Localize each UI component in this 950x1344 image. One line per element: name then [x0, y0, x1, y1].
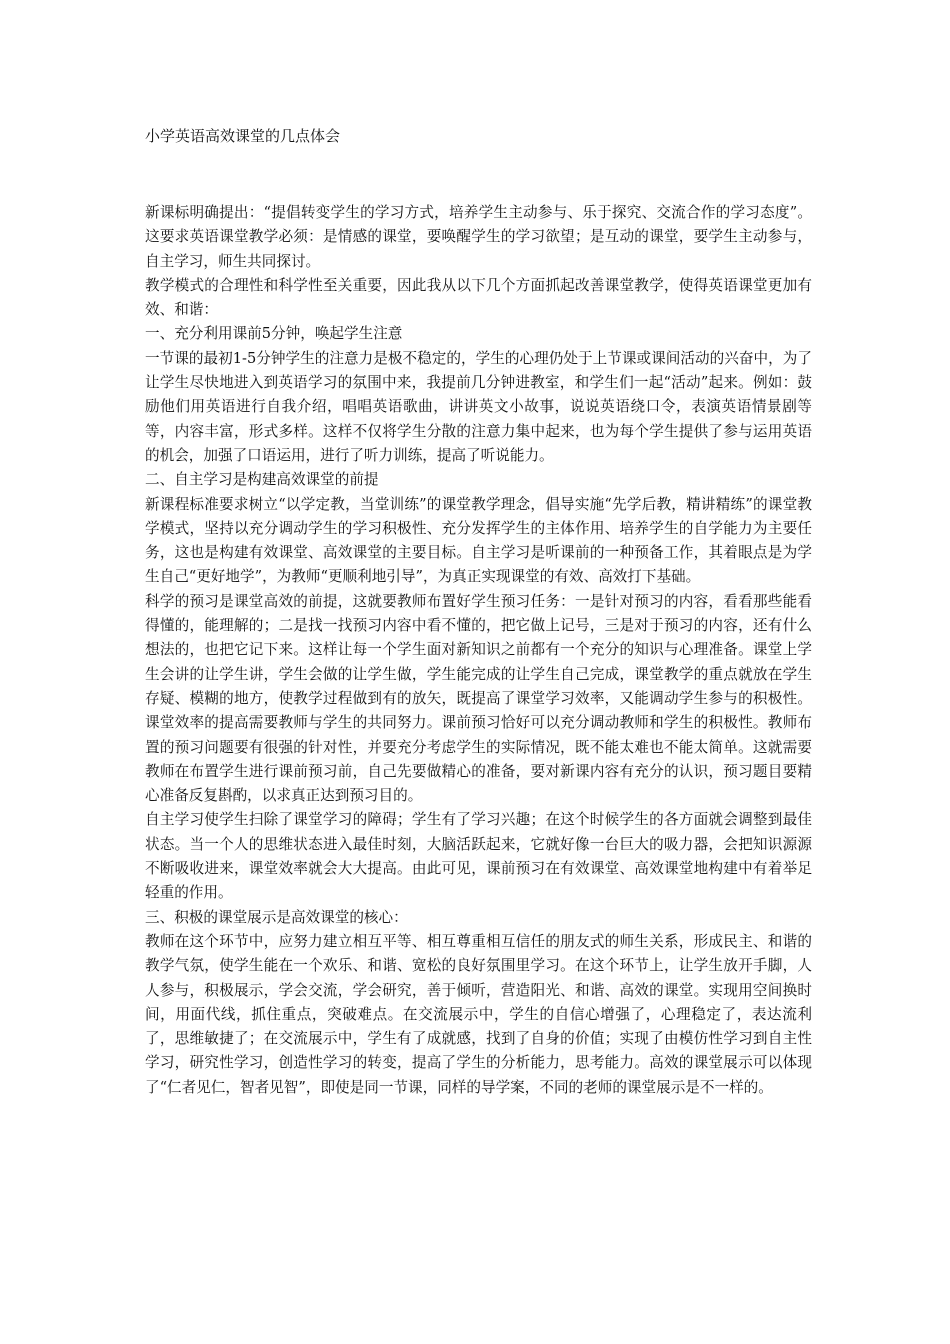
paragraph-section-3: 教师在这个环节中，应努力建立相互平等、相互尊重相互信任的朋友式的师生关系，形成民主、和谐的教学气氛，使学生能在一个欢乐、和谐、宽松的良好氛围里学习。在这个环节上，让学生放开手脚，人人参与，积极展示，学会交流，学会研究，善于倾听，营造阳光、和谐、高效的课堂。实现用空间换时间，用面代线，抓住重点，突破难点。在交流展示中，学生的自信心增强了，心理稳定了，表达流利了，思维敏捷了；在交流展示中，学生有了成就感，找到了自身的价值；实现了由模仿性学习到自主性学习，研究性学习，创造性学习的转变，提高了学生的分析能力，思考能力。高效的课堂展示可以体现了“仁者见仁，智者见智”，即使是同一节课，同样的导学案，不同的老师的课堂展示是不一样的。: [145, 932, 812, 1096]
paragraph-section-2-c: 自主学习使学生扫除了课堂学习的障碍；学生有了学习兴趣；在这个时候学生的各方面就会调整到最佳状态。当一个人的思维状态进入最佳时刻，大脑活跃起来，它就好像一台巨大的吸力器，会把知识源源不断吸收进来，课堂效率就会大大提高。由此可见，课前预习在有效课堂、高效课堂地构建中有着举足轻重的作用。: [145, 811, 812, 902]
document-title: 小学英语高效课堂的几点体会: [145, 127, 341, 145]
paragraph-section-2-b: 科学的预习是课堂高效的前提，这就要教师布置好学生预习任务：一是针对预习的内容，看看那些能看得懂的，能理解的；二是找一找预习内容中看不懂的，把它做上记号，三是对于预习的内容，还有什么想法的，也把它记下来。这样让每一个学生面对新知识之前都有一个充分的知识与心理准备。课堂上学生会讲的让学生讲，学生会做的让学生做，学生能完成的让学生自己完成，课堂教学的重点就放在学生存疑、模糊的地方，使教学过程做到有的放矢，既提高了课堂学习效率，又能调动学生参与的积极性。课堂效率的提高需要教师与学生的共同努力。课前预习恰好可以充分调动教师和学生的积极性。教师布置的预习问题要有很强的针对性，并要充分考虑学生的实际情况，既不能太难也不能太简单。这就需要教师在布置学生进行课前预习前，自己先要做精心的准备，要对新课内容有充分的认识，预习题目要精心准备反复斟酌，以求真正达到预习目的。: [145, 592, 812, 805]
section-heading-1: 一、充分利用课前5分钟，唤起学生注意: [145, 325, 403, 343]
document-body: [145, 201, 812, 1100]
section-heading-3: 三、积极的课堂展示是高效课堂的核心：: [145, 908, 408, 926]
paragraph-section-2-a: 新课程标准要求树立“以学定教，当堂训练”的课堂教学理念，倡导实施“先学后教，精讲精练”的课堂教学模式，坚持以充分调动学生的学习积极性、充分发挥学生的主体作用、培养学生的自学能力为主要任务，这也是构建有效课堂、高效课堂的主要目标。自主学习是听课前的一种预备工作，其着眼点是为学生自己“更好地学”，为教师“更顺利地引导”，为真正实现课堂的有效、高效打下基础。: [145, 495, 812, 586]
paragraph-intro: 新课标明确提出：“提倡转变学生的学习方式，培养学生主动参与、乐于探究、交流合作的学习态度”。这要求英语课堂教学必须：是情感的课堂，要唤醒学生的学习欲望；是互动的课堂，要学生主动参与，自主学习，师生共同探讨。: [145, 204, 812, 270]
section-heading-2: 二、自主学习是构建高效课堂的前提: [145, 471, 379, 489]
paragraph-section-1: 一节课的最初1-5分钟学生的注意力是极不稳定的，学生的心理仍处于上节课或课间活动的兴奋中，为了让学生尽快地进入到英语学习的氛围中来，我提前几分钟进教室，和学生们一起“活动”起来。例如：鼓励他们用英语进行自我介绍，唱唱英语歌曲，讲讲英文小故事，说说英语绕口令，表演英语情景剧等等，内容丰富，形式多样。这样不仅将学生分散的注意力集中起来，也为每个学生提供了参与运用英语的机会，加强了口语运用，进行了听力训练，提高了听说能力。: [145, 349, 812, 464]
paragraph-teaching-mode: 教学模式的合理性和科学性至关重要，因此我从以下几个方面抓起改善课堂教学，使得英语课堂更加有效、和谐：: [145, 276, 812, 319]
